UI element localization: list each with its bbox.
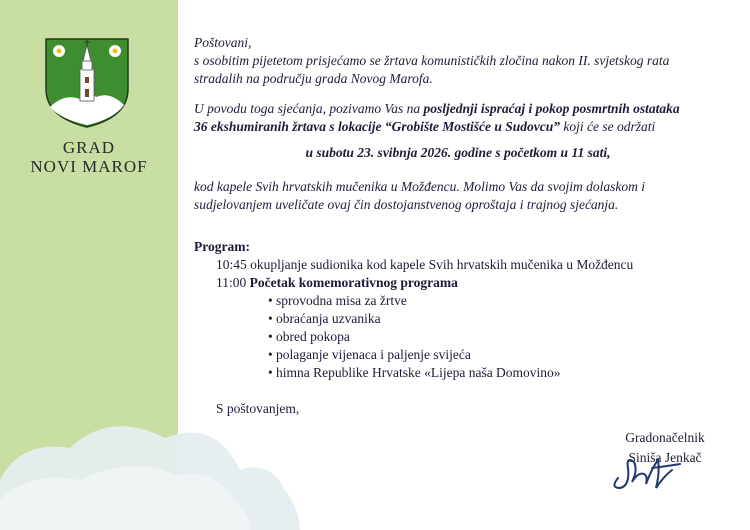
intro-line-2: stradalih na području grada Novog Marofa. [194,71,433,86]
signatory-title: Gradonačelnik [625,430,705,445]
list-item [268,364,734,382]
invite-paragraph [194,100,734,136]
greeting: Poštovani, [194,35,252,50]
program-item-label: obraćanja uzvanika [276,311,381,326]
city-name [0,138,178,176]
closing-salutation: S poštovanjem, [216,401,300,416]
greeting-paragraph [194,34,734,88]
invite-suffix: koji će se održati [560,119,656,134]
program-start-title: Početak komemorativnog programa [249,275,458,290]
program-item-label: polaganje vijenaca i paljenje svijeća [276,347,471,362]
bullet-icon: • [268,365,273,380]
letter-body [194,34,734,418]
bullet-icon: • [268,293,273,308]
bullet-icon: • [268,311,273,326]
program-line-gathering: 10:45 okupljanje sudionika kod kapele Svih hrvatskih mučenika u Možđencu [216,257,634,272]
list-item [268,346,734,364]
event-date: u subotu 23. svibnja 2026. godine s početkom u 11 sati, [305,145,611,160]
bullet-icon: • [268,329,273,344]
program-items-list [268,292,734,382]
list-item [268,310,734,328]
list-item [268,292,734,310]
intro-line-1: s osobitim pijetetom prisjećamo se žrtava komunističkih zločina nakon II. svjetskog rata [194,53,670,68]
signatory-name: Siniša Jenkač [628,450,702,465]
invite-bold-2: 36 ekshumiranih žrtava s lokacije “Grobište Mostišće u Sudovcu” [194,119,561,134]
program-item-label: sprovodna misa za žrtve [276,293,407,308]
invite-prefix: U povodu toga sjećanja, pozivamo Vas na [194,101,424,116]
city-line-grad: GRAD [62,138,116,157]
handwritten-signature [608,448,688,492]
city-line-novi-marof: NOVI MAROF [30,157,148,176]
location-line-1: kod kapele Svih hrvatskih mučenika u Možđencu. Molimo Vas da svojim dolaskom i [194,179,646,194]
location-line-2: sudjelovanjem uveličate ovaj čin dostojanstvenog oproštaja i trajnog sjećanja. [194,197,619,212]
invite-bold-1: posljednji ispraćaj i pokop posmrtnih ostataka [423,101,680,116]
location-paragraph [194,178,734,214]
program-start-time: 11:00 [216,275,250,290]
bullet-icon: • [268,347,273,362]
program-item-label: himna Republike Hrvatske «Lijepa naša Domovino» [276,365,561,380]
list-item [268,328,734,346]
program-heading: Program: [194,239,250,254]
program-line-start [216,274,734,292]
program-item-label: obred pokopa [276,329,350,344]
coat-of-arms-icon [44,37,130,129]
